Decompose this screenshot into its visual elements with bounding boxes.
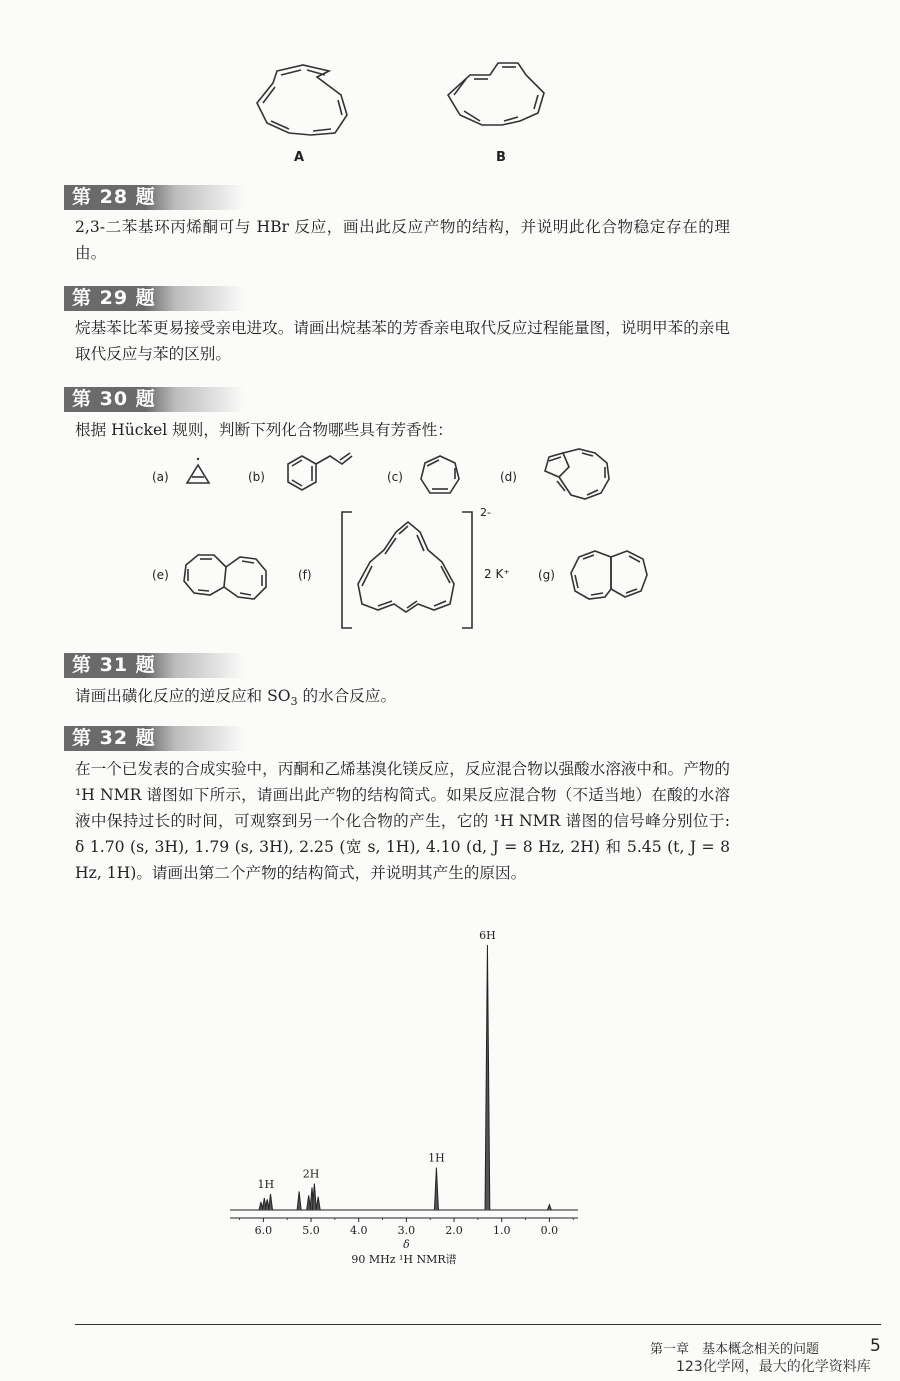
question-32-body: 在一个已发表的合成实验中，丙酮和乙烯基溴化镁反应，反应混合物以强酸水溶液中和。产物的 ¹H NMR 谱图如下所示，请画出此产物的结构简式。如果反应混合物（不适当地）在酸的水溶液中保持过长的时间，可观察到另一个化合物的产生，它的 ¹H NMR 谱图的信号峰分别位于: δ 1.70 (s, 3H), 1.79 (s, 3H), 2.25 (宽 s, 1H), 4.10 (d, J = 8 Hz, 2H) 和 5.45 (t, J = 8 Hz, 1H)。请画出第二个产物的结构简式，并说明其产生的原因。 <box>75 760 730 882</box>
question-29-body: 烷基苯比苯更易接受亲电进攻。请画出烷基苯的芳香亲电取代反应过程能量图，说明甲苯的亲电取代反应与苯的区别。 <box>75 319 730 363</box>
question-30-body: 根据 Hückel 规则，判断下列化合物哪些具有芳香性： <box>75 421 453 439</box>
question-28-body: 2,3-二苯基环丙烯酮可与 HBr 反应，画出此反应产物的结构，并说明此化合物稳定存在的理由。 <box>75 218 730 262</box>
charge-label: 2- <box>480 506 491 519</box>
nmr-peak <box>434 1168 438 1210</box>
label-b: B <box>496 150 506 165</box>
nmr-peak <box>297 1191 301 1210</box>
label-a: A <box>294 150 305 165</box>
compound-b-label: (b) <box>248 470 265 484</box>
watermark-text: 123化学网，最大的化学资料库 <box>676 1359 871 1375</box>
nmr-x-tick-label: 2.0 <box>445 1224 463 1237</box>
question-31-heading: 第 31 题 <box>64 653 244 678</box>
question-30-heading: 第 30 题 <box>64 387 244 412</box>
nmr-peak-annotation: 2H <box>302 1167 320 1181</box>
nmr-peak <box>547 1205 551 1210</box>
nmr-peak <box>316 1197 320 1210</box>
page-number: 5 <box>870 1336 881 1356</box>
question-32-heading: 第 32 题 <box>64 726 244 751</box>
nmr-x-tick-label: 4.0 <box>349 1224 368 1237</box>
compound-d-label: (d) <box>500 470 517 484</box>
compound-a-label: (a) <box>152 470 169 484</box>
question-31-text-before: 请画出磺化反应的逆反应和 SO <box>75 687 291 705</box>
nmr-x-tick-label: 6.0 <box>254 1224 273 1237</box>
question-31-text-after: 的水合反应。 <box>297 687 397 705</box>
footer-rule <box>75 1324 881 1325</box>
compound-g-label: (g) <box>538 568 555 582</box>
nmr-x-axis-label: δ <box>403 1238 410 1251</box>
nmr-peak <box>485 945 490 1210</box>
nmr-peak <box>312 1184 316 1211</box>
nmr-peak-annotation: 6H <box>479 929 496 942</box>
nmr-chart-title: 90 MHz ¹H NMR谱 <box>351 1253 457 1266</box>
nmr-x-tick-label: 5.0 <box>302 1224 320 1237</box>
question-29-heading: 第 29 题 <box>64 286 244 311</box>
question-31-subscript: 3 <box>290 695 298 709</box>
compound-f-label: (f) <box>298 568 312 582</box>
question-28-heading: 第 28 题 <box>64 185 244 210</box>
counterion-label: 2 K⁺ <box>484 567 510 581</box>
nmr-x-tick-label: 1.0 <box>492 1224 511 1237</box>
nmr-x-tick-label: 0.0 <box>540 1224 559 1237</box>
nmr-peak <box>269 1194 273 1210</box>
nmr-peak-annotation: 1H <box>257 1178 275 1192</box>
nmr-x-tick-label: 3.0 <box>397 1224 416 1237</box>
footer-chapter: 第一章 基本概念相关的问题 <box>650 1342 820 1357</box>
nmr-peak-annotation: 1H <box>428 1151 445 1165</box>
compound-c-label: (c) <box>387 470 403 484</box>
compound-e-label: (e) <box>152 568 169 582</box>
